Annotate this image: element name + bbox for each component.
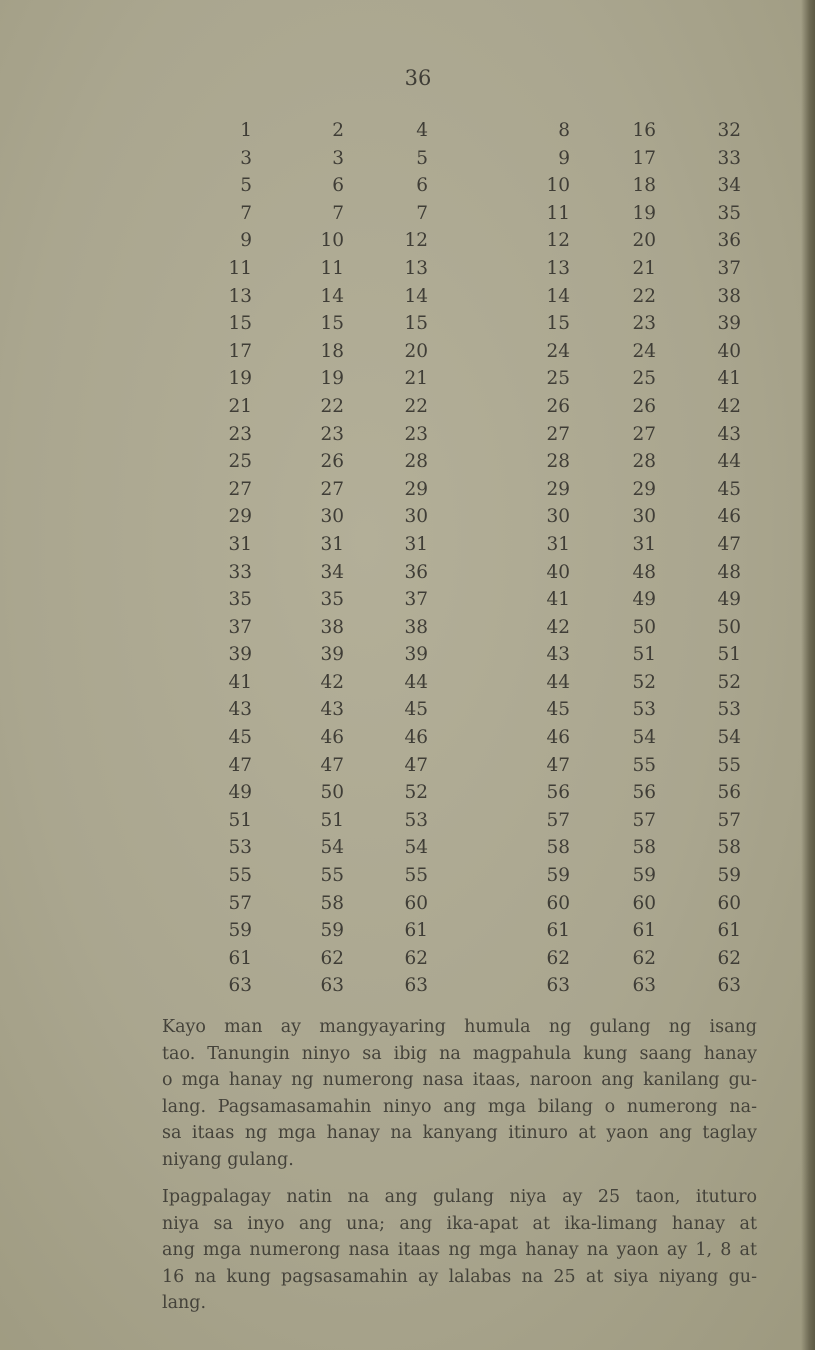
number-column-3 <box>372 117 428 1000</box>
table-cell: 22 <box>632 285 656 307</box>
table-cell: 11 <box>228 257 252 279</box>
table-cell: 48 <box>632 561 656 583</box>
table-cell: 28 <box>404 451 428 473</box>
table-cell: 27 <box>632 423 656 445</box>
table-cell: 37 <box>228 616 252 638</box>
table-cell: 54 <box>632 727 656 749</box>
text-line: lang. Pagsamasamahin ninyo ang mga bilang o numerong na- <box>162 1096 757 1117</box>
table-cell: 44 <box>717 451 741 473</box>
table-cell: 23 <box>228 423 252 445</box>
table-cell: 45 <box>404 699 428 721</box>
text-line: ang mga numerong nasa itaas ng mga hanay na yaon ay 1, 8 at <box>162 1240 757 1260</box>
table-cell: 30 <box>546 506 570 528</box>
table-cell: 28 <box>632 451 656 473</box>
text-line: Kayo man ay mangyayaring humula ng gulang ng isang <box>162 1017 757 1037</box>
table-cell: 27 <box>546 423 570 445</box>
table-cell: 63 <box>320 975 344 997</box>
table-cell: 41 <box>717 368 741 390</box>
text-line: niya sa inyo ang una; ang ika-apat at ika-limang hanay at <box>162 1213 757 1234</box>
text-line: o mga hanay ng numerong nasa itaas, naroon ang kanilang gu- <box>162 1070 757 1090</box>
table-cell: 47 <box>546 754 570 776</box>
table-cell: 54 <box>404 837 428 859</box>
table-cell: 39 <box>717 313 741 335</box>
table-cell: 62 <box>546 947 570 969</box>
table-cell: 12 <box>404 230 428 252</box>
table-cell: 54 <box>717 727 741 749</box>
table-cell: 33 <box>717 147 741 169</box>
table-cell: 63 <box>546 975 570 997</box>
table-cell: 48 <box>717 561 741 583</box>
table-cell: 37 <box>717 257 741 279</box>
table-cell: 54 <box>320 837 344 859</box>
text-line: niyang gulang. <box>162 1149 294 1170</box>
table-cell: 31 <box>632 533 656 555</box>
table-cell: 49 <box>632 589 656 611</box>
table-cell: 59 <box>717 865 741 887</box>
table-cell: 44 <box>404 671 428 693</box>
table-cell: 5 <box>240 175 252 197</box>
table-cell: 21 <box>404 368 428 390</box>
number-column-1 <box>196 117 252 1000</box>
table-cell: 40 <box>546 561 570 583</box>
table-cell: 49 <box>228 782 252 804</box>
table-cell: 39 <box>228 644 252 666</box>
paragraph-1 <box>112 1014 757 1173</box>
table-cell: 39 <box>404 644 428 666</box>
table-cell: 60 <box>717 892 741 914</box>
table-cell: 62 <box>320 947 344 969</box>
table-cell: 21 <box>632 257 656 279</box>
table-cell: 13 <box>228 285 252 307</box>
table-cell: 46 <box>320 727 344 749</box>
table-cell: 16 <box>632 120 656 141</box>
table-cell: 60 <box>546 892 570 914</box>
table-cell: 62 <box>404 947 428 969</box>
table-cell: 59 <box>228 920 252 942</box>
table-cell: 25 <box>228 451 252 473</box>
number-column-4 <box>514 117 570 1000</box>
table-cell: 63 <box>404 975 428 997</box>
table-cell: 53 <box>404 809 428 831</box>
table-cell: 23 <box>404 423 428 445</box>
table-cell: 51 <box>717 644 741 666</box>
table-cell: 25 <box>632 368 656 390</box>
table-cell: 55 <box>717 754 741 776</box>
table-cell: 53 <box>228 837 252 859</box>
table-cell: 43 <box>546 644 570 666</box>
table-cell: 41 <box>546 589 570 611</box>
table-cell: 43 <box>717 423 741 445</box>
table-cell: 52 <box>404 782 428 804</box>
table-cell: 8 <box>558 120 570 141</box>
page-number: 36 <box>404 66 432 90</box>
table-cell: 59 <box>632 865 656 887</box>
table-cell: 2 <box>332 120 344 141</box>
table-cell: 63 <box>717 975 741 997</box>
table-cell: 29 <box>404 478 428 500</box>
table-cell: 38 <box>404 616 428 638</box>
table-cell: 53 <box>717 699 741 721</box>
table-cell: 62 <box>632 947 656 969</box>
table-cell: 61 <box>546 920 570 942</box>
table-cell: 55 <box>320 865 344 887</box>
table-cell: 12 <box>546 230 570 252</box>
table-cell: 23 <box>320 423 344 445</box>
table-cell: 31 <box>320 533 344 555</box>
table-cell: 59 <box>320 920 344 942</box>
table-cell: 57 <box>632 809 656 831</box>
table-cell: 13 <box>404 257 428 279</box>
table-cell: 42 <box>320 671 344 693</box>
table-cell: 21 <box>228 395 252 417</box>
table-cell: 38 <box>320 616 344 638</box>
text-line: sa itaas ng mga hanay na kanyang itinuro at yaon ang taglay <box>162 1123 757 1143</box>
table-cell: 45 <box>717 478 741 500</box>
table-cell: 25 <box>546 368 570 390</box>
table-cell: 29 <box>546 478 570 500</box>
table-cell: 41 <box>228 671 252 693</box>
table-cell: 51 <box>632 644 656 666</box>
table-cell: 57 <box>546 809 570 831</box>
table-cell: 6 <box>332 175 344 197</box>
table-cell: 52 <box>632 671 656 693</box>
table-cell: 42 <box>546 616 570 638</box>
table-cell: 46 <box>717 506 741 528</box>
table-cell: 45 <box>546 699 570 721</box>
table-cell: 20 <box>632 230 656 252</box>
table-cell: 11 <box>320 257 344 279</box>
table-cell: 47 <box>320 754 344 776</box>
table-cell: 30 <box>320 506 344 528</box>
table-cell: 19 <box>228 368 252 390</box>
table-cell: 38 <box>717 285 741 307</box>
table-cell: 50 <box>632 616 656 638</box>
table-cell: 33 <box>228 561 252 583</box>
table-cell: 31 <box>546 533 570 555</box>
table-cell: 15 <box>228 313 252 335</box>
table-cell: 13 <box>546 257 570 279</box>
table-cell: 56 <box>717 782 741 804</box>
table-cell: 30 <box>632 506 656 528</box>
table-cell: 14 <box>404 285 428 307</box>
table-cell: 31 <box>228 533 252 555</box>
table-cell: 15 <box>320 313 344 335</box>
table-cell: 17 <box>632 147 656 169</box>
table-cell: 1 <box>240 120 252 141</box>
table-cell: 7 <box>416 202 428 224</box>
table-cell: 61 <box>404 920 428 942</box>
table-cell: 7 <box>240 202 252 224</box>
table-cell: 37 <box>404 589 428 611</box>
number-column-2 <box>288 117 344 1000</box>
table-cell: 9 <box>558 147 570 169</box>
table-cell: 29 <box>228 506 252 528</box>
table-cell: 50 <box>320 782 344 804</box>
table-cell: 18 <box>632 175 656 197</box>
table-cell: 35 <box>320 589 344 611</box>
table-cell: 32 <box>717 120 741 141</box>
table-cell: 44 <box>546 671 570 693</box>
table-cell: 47 <box>404 754 428 776</box>
table-cell: 49 <box>717 589 741 611</box>
table-cell: 40 <box>717 340 741 362</box>
table-cell: 61 <box>717 920 741 942</box>
text-line: Ipagpalagay natin na ang gulang niya ay 25 taon, ituturo <box>162 1187 757 1207</box>
number-column-5 <box>600 117 656 1000</box>
table-cell: 22 <box>320 395 344 417</box>
table-cell: 30 <box>404 506 428 528</box>
text-line: 16 na kung pagsasamahin ay lalabas na 25 at siya niyang gu- <box>162 1266 757 1287</box>
table-cell: 55 <box>632 754 656 776</box>
table-cell: 63 <box>632 975 656 997</box>
page-edge-shadow <box>801 0 815 1350</box>
table-cell: 53 <box>632 699 656 721</box>
table-cell: 7 <box>332 202 344 224</box>
table-cell: 52 <box>717 671 741 693</box>
table-cell: 63 <box>228 975 252 997</box>
table-cell: 24 <box>632 340 656 362</box>
table-cell: 50 <box>717 616 741 638</box>
table-cell: 56 <box>546 782 570 804</box>
table-cell: 31 <box>404 533 428 555</box>
table-cell: 39 <box>320 644 344 666</box>
table-cell: 57 <box>228 892 252 914</box>
table-cell: 15 <box>404 313 428 335</box>
table-cell: 3 <box>240 147 252 169</box>
table-cell: 46 <box>546 727 570 749</box>
table-cell: 61 <box>632 920 656 942</box>
table-cell: 22 <box>404 395 428 417</box>
table-cell: 14 <box>546 285 570 307</box>
table-cell: 62 <box>717 947 741 969</box>
table-cell: 58 <box>546 837 570 859</box>
table-cell: 14 <box>320 285 344 307</box>
text-line: lang. <box>162 1293 207 1313</box>
table-cell: 42 <box>717 395 741 417</box>
table-cell: 60 <box>632 892 656 914</box>
paragraph-2 <box>112 1184 757 1317</box>
table-cell: 26 <box>320 451 344 473</box>
table-cell: 29 <box>632 478 656 500</box>
table-cell: 47 <box>717 533 741 555</box>
table-cell: 26 <box>632 395 656 417</box>
table-cell: 26 <box>546 395 570 417</box>
table-cell: 28 <box>546 451 570 473</box>
table-cell: 19 <box>632 202 656 224</box>
table-cell: 18 <box>320 340 344 362</box>
table-cell: 27 <box>320 478 344 500</box>
table-cell: 23 <box>632 313 656 335</box>
table-cell: 36 <box>404 561 428 583</box>
table-cell: 35 <box>717 202 741 224</box>
table-cell: 24 <box>546 340 570 362</box>
table-cell: 3 <box>332 147 344 169</box>
table-cell: 43 <box>320 699 344 721</box>
table-cell: 45 <box>228 727 252 749</box>
table-cell: 4 <box>416 120 428 141</box>
table-cell: 47 <box>228 754 252 776</box>
table-cell: 11 <box>546 202 570 224</box>
table-cell: 27 <box>228 478 252 500</box>
table-cell: 19 <box>320 368 344 390</box>
table-cell: 17 <box>228 340 252 362</box>
text-line: tao. Tanungin ninyo sa ibig na magpahula kung saang hanay <box>162 1043 757 1064</box>
number-column-6 <box>685 117 741 1000</box>
table-cell: 10 <box>546 175 570 197</box>
table-cell: 55 <box>228 865 252 887</box>
table-cell: 55 <box>404 865 428 887</box>
table-cell: 34 <box>717 175 741 197</box>
table-cell: 51 <box>228 809 252 831</box>
table-cell: 9 <box>240 230 252 252</box>
table-cell: 6 <box>416 175 428 197</box>
table-cell: 20 <box>404 340 428 362</box>
table-cell: 58 <box>320 892 344 914</box>
table-cell: 56 <box>632 782 656 804</box>
table-cell: 60 <box>404 892 428 914</box>
table-cell: 58 <box>717 837 741 859</box>
table-cell: 58 <box>632 837 656 859</box>
table-cell: 57 <box>717 809 741 831</box>
table-cell: 35 <box>228 589 252 611</box>
table-cell: 51 <box>320 809 344 831</box>
table-cell: 43 <box>228 699 252 721</box>
table-cell: 34 <box>320 561 344 583</box>
table-cell: 46 <box>404 727 428 749</box>
table-cell: 15 <box>546 313 570 335</box>
table-cell: 61 <box>228 947 252 969</box>
table-cell: 59 <box>546 865 570 887</box>
table-cell: 10 <box>320 230 344 252</box>
table-cell: 36 <box>717 230 741 252</box>
table-cell: 5 <box>416 147 428 169</box>
